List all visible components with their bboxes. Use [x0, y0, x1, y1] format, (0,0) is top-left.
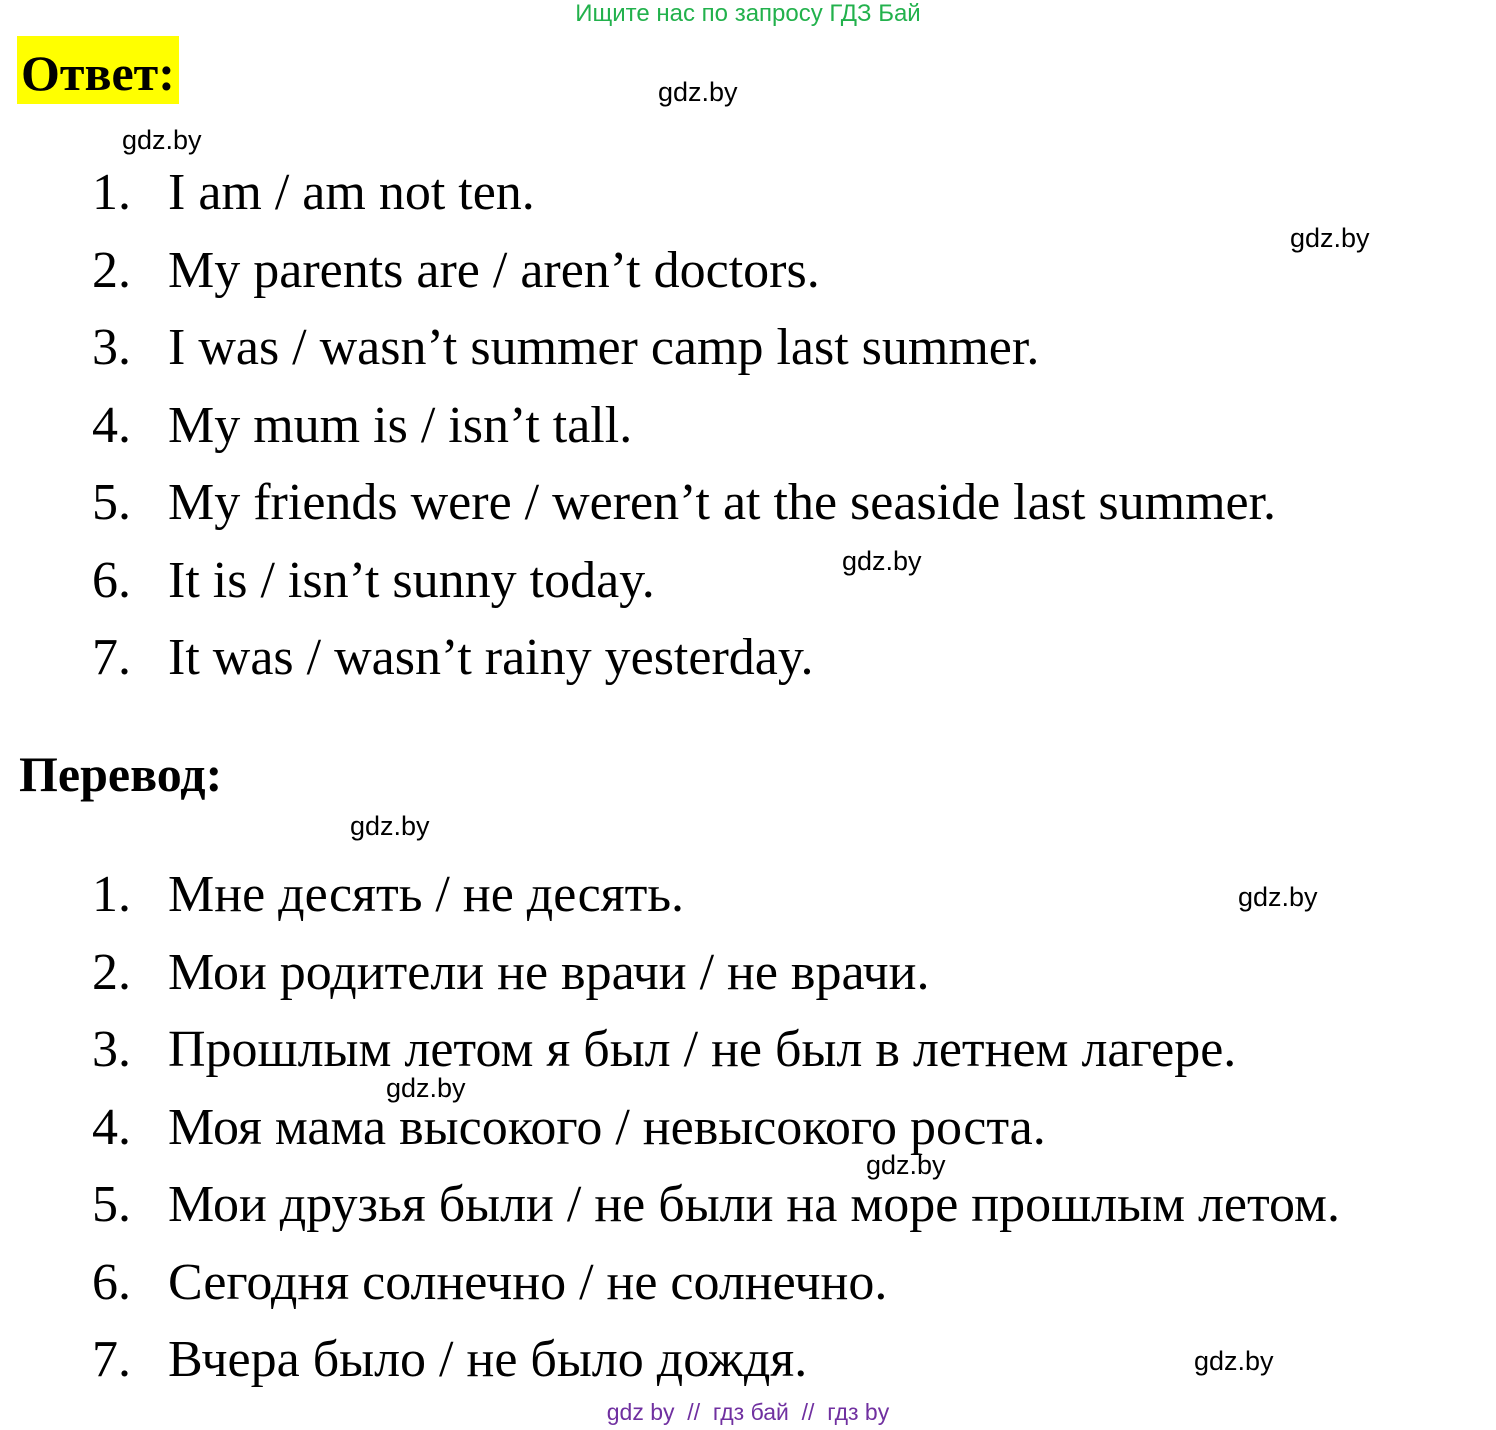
translation-heading: Перевод: — [19, 746, 223, 802]
watermark: gdz.by — [658, 77, 738, 107]
item-text: Прошлым летом я был / не был в летнем лагере. — [168, 1021, 1237, 1078]
item-number: 1. — [92, 866, 131, 923]
item-number: 2. — [92, 943, 131, 1001]
item-text: Мне десять / не десять. — [168, 866, 685, 923]
watermark: gdz.by — [842, 546, 922, 576]
watermark: gdz.by — [350, 811, 430, 841]
watermark: gdz.by — [1194, 1346, 1274, 1376]
item-text: My friends were / weren’t at the seaside last summer. — [168, 474, 1277, 531]
footer: gdz by // гдз бай // гдз by — [606, 1399, 890, 1425]
item-number: 3. — [92, 1021, 131, 1078]
watermark: gdz.by — [1238, 882, 1318, 912]
item-number: 1. — [92, 164, 131, 221]
item-text: It is / isn’t sunny today. — [168, 551, 655, 609]
watermark: gdz.by — [122, 125, 202, 155]
item-text: I was / wasn’t summer camp last summer. — [168, 319, 1040, 376]
item-text: Мои друзья были / не были на море прошлым летом. — [168, 1176, 1340, 1233]
item-text: My mum is / isn’t tall. — [168, 396, 633, 454]
answer-heading: Ответ: — [17, 36, 179, 104]
item-number: 5. — [92, 474, 131, 531]
item-text: Сегодня солнечно / не солнечно. — [168, 1253, 888, 1311]
item-text: My parents are / aren’t doctors. — [168, 241, 820, 299]
item-text: Мои родители не врачи / не врачи. — [168, 943, 930, 1001]
item-text: Вчера было / не было дождя. — [168, 1331, 808, 1388]
item-text: It was / wasn’t rainy yesterday. — [168, 629, 814, 686]
item-number: 7. — [92, 629, 131, 686]
item-number: 7. — [92, 1331, 131, 1388]
watermark: gdz.by — [386, 1073, 466, 1103]
item-number: 4. — [92, 396, 131, 454]
item-number: 6. — [92, 551, 131, 609]
item-number: 2. — [92, 241, 131, 299]
item-number: 3. — [92, 319, 131, 376]
watermark: gdz.by — [866, 1150, 946, 1180]
item-text: I am / am not ten. — [168, 164, 535, 221]
top-banner: Ищите нас по запросу ГДЗ Бай — [575, 0, 921, 27]
watermark: gdz.by — [1290, 223, 1370, 253]
item-number: 4. — [92, 1098, 131, 1156]
item-text: Моя мама высокого / невысокого роста. — [168, 1098, 1046, 1156]
item-number: 6. — [92, 1253, 131, 1311]
item-number: 5. — [92, 1176, 131, 1233]
